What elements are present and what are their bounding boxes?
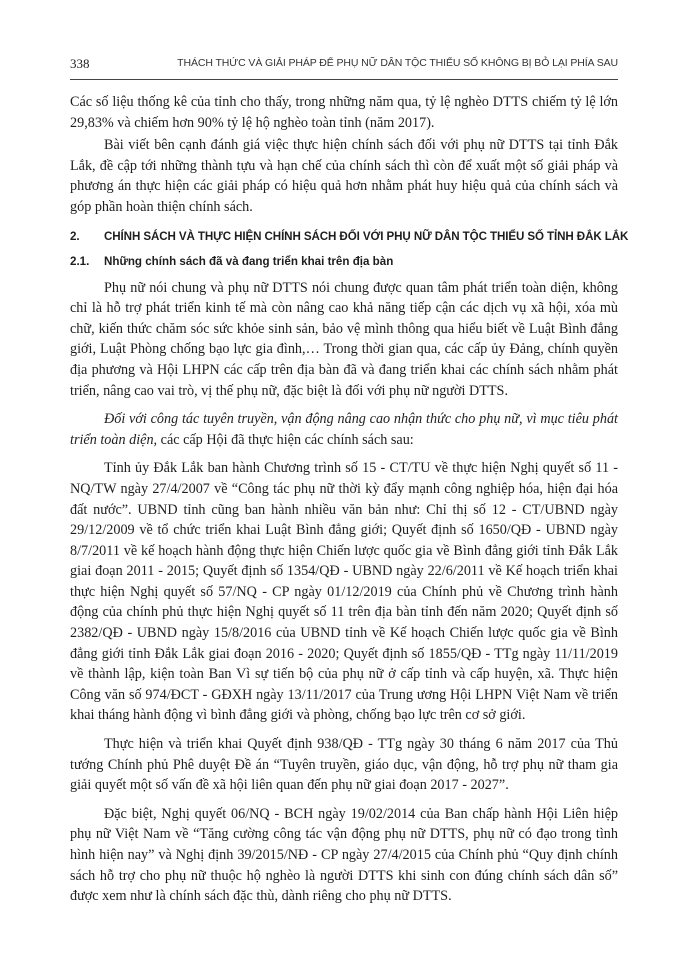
paragraph-intro-statistics: Các số liệu thống kê của tỉnh cho thấy, trong những năm qua, tỷ lệ nghèo DTTS chiếm tỷ lệ lớn 29,83% và chiếm hơn 90% tỷ lệ hộ nghèo toàn tỉnh (năm 2017). xyxy=(70,94,618,131)
page-body xyxy=(70,92,629,915)
subsection-heading xyxy=(70,255,618,268)
subsection-title: Những chính sách đã và đang triển khai trên địa bàn xyxy=(104,254,394,268)
section-title: CHÍNH SÁCH VÀ THỰC HIỆN CHÍNH SÁCH ĐỐI VỚI PHỤ NỮ DÂN TỘC THIỂU SỐ TỈNH ĐẮK LẮK xyxy=(104,229,629,243)
section-number: 2. xyxy=(70,229,80,243)
header-rule xyxy=(70,79,618,80)
paragraph-special-resolutions: Đặc biệt, Nghị quyết 06/NQ - BCH ngày 19/02/2014 của Ban chấp hành Hội Liên hiệp phụ nữ Việt Nam về “Tăng cường công tác vận động phụ nữ DTTS, phụ nữ có đạo trong tình hình hiện nay” và Nghị định 39/2015/NĐ - CP ngày 27/4/2015 của Chính phủ “Quy định chính sách hỗ trợ cho phụ nữ thuộc hộ nghèo là người DTTS khi sinh con đúng chính sách dân số” được xem như là chính sách đặc thù, dành riêng cho phụ nữ DTTS. xyxy=(70,805,618,905)
subsection-number: 2.1. xyxy=(70,254,90,268)
section-heading xyxy=(70,229,629,243)
paragraph-communication-policies xyxy=(70,409,618,450)
paragraph-continuation: các cấp Hội đã thực hiện các chính sách sau: xyxy=(157,431,414,448)
paragraph-decision-938: Thực hiện và triển khai Quyết định 938/QĐ - TTg ngày 30 tháng 6 năm 2017 của Thủ tướng Chính phủ Phê duyệt Đề án “Tuyên truyền, giáo dục, vận động, hỗ trợ phụ nữ tham gia giải quyết một số vấn đề xã hội liên quan đến phụ nữ giai đoạn 2017 - 2027”. xyxy=(70,736,618,794)
italic-lead: Đối với công tác tuyên truyền, vận động nâng cao nhận thức cho phụ nữ, vì mục tiêu phát triển toàn diện, xyxy=(70,411,618,448)
paragraph-overview: Phụ nữ nói chung và phụ nữ DTTS nói chung được quan tâm phát triển toàn diện, không chỉ là hỗ trợ phát triển kinh tế mà còn nâng cao khả năng tiếp cận các dịch vụ xã hội, xóa mù chữ, kiến thức chăm sóc sức khỏe sinh sản, bảo vệ mình thông qua hiểu biết về Luật Bình đẳng giới, Luật Phòng chống bạo lực gia đình,… Trong thời gian qua, các cấp ủy Đảng, chính quyền địa phương và Hội LHPN các cấp trên địa bàn đã và đang triển khai các chính sách nhằm phát triển, nâng cao vai trò, vị thế phụ nữ, đặc biệt là đối với phụ nữ người DTTS. xyxy=(70,279,618,399)
page-header xyxy=(70,54,618,76)
paragraph-provincial-programs: Tỉnh ủy Đắk Lắk ban hành Chương trình số 15 - CT/TU về thực hiện Nghị quyết số 11 - NQ/TW ngày 27/4/2007 về “Công tác phụ nữ thời kỳ đẩy mạnh công nghiệp hóa, hiện đại hóa đất nước”. UBND tỉnh cũng ban hành nhiều văn bản như: Chỉ thị số 12 - CT/UBND ngày 29/12/2009 về tổ chức triển khai Luật Bình đẳng giới; Quyết định số 1650/QĐ - UBND ngày 8/7/2011 về kế hoạch hành động thực hiện Chiến lược quốc gia về Bình đẳng giới tỉnh Đắk Lắk giai đoạn 2011 - 2015; Quyết định số 1354/QĐ - UBND ngày 22/6/2011 về Kế hoạch triển khai thực hiện Nghị quyết số 57/NQ - CP ngày 01/12/2019 của Chính phủ về Chương trình hành động của chính phủ thực hiện Nghị quyết số 11 trên địa bàn tỉnh đến năm 2020; Quyết định số 2382/QĐ - UBND ngày 15/8/2016 của UBND tỉnh về Kế hoạch Chiến lược quốc gia về Bình đẳng giới tỉnh Đắk Lắk giai đoạn 2016 - 2020; Quyết định số 1855/QĐ - TTg ngày 11/11/2019 về thành lập, kiện toàn Ban Vì sự tiến bộ của phụ nữ ở cấp tỉnh và cấp huyện, xã. Thực hiện Công văn số 974/ĐCT - GĐXH ngày 13/11/2017 của Trung ương Hội LHPN Việt Nam về triển khai tháng hành động vì bình đẳng giới và phòng, chống bạo lực trên cơ sở giới. xyxy=(70,460,618,724)
running-title: THÁCH THỨC VÀ GIẢI PHÁP ĐỂ PHỤ NỮ DÂN TỘC THIỂU SỐ KHÔNG BỊ BỎ LẠI PHÍA SAU xyxy=(177,57,618,69)
paragraph-article-purpose: Bài viết bên cạnh đánh giá việc thực hiện chính sách đối với phụ nữ DTTS tại tỉnh Đắk Lắk, đề cập tới những thành tựu và hạn chế của chính sách thì còn để xuất một số giải pháp và phương án thực hiện các giải pháp có hiệu quả hơn nhằm phát huy hiệu quả của chính sách và góp phần hoàn thiện chính sách. xyxy=(70,137,618,215)
page-number: 338 xyxy=(70,56,90,71)
